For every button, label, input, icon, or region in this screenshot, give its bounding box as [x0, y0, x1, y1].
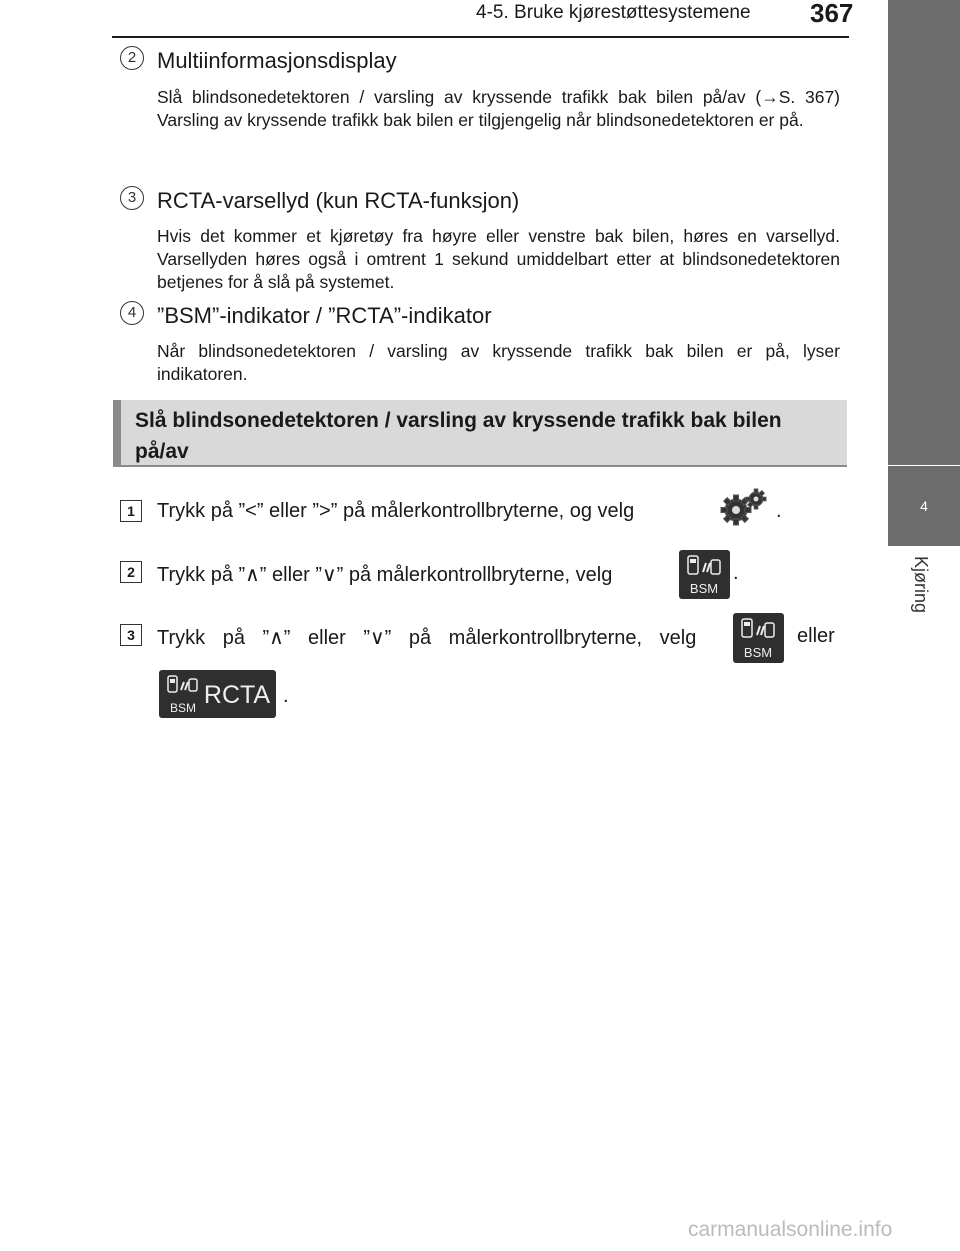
header-title: 4-5. Bruke kjørestøttesystemene	[476, 2, 751, 23]
step-suffix: .	[733, 562, 739, 584]
section-header	[113, 400, 847, 467]
step-text: Trykk på ”<” eller ”>” på målerkontrollbryterne, og velg	[157, 500, 635, 522]
step-or: eller	[797, 625, 835, 647]
item-body: Når blindsonedetektoren / varsling av kryssende trafikk bak bilen er på, lyser indikatoren.	[157, 341, 840, 384]
chapter-tab: 4	[888, 466, 960, 546]
settings-gear-icon	[718, 486, 772, 528]
step-number: 2	[120, 561, 142, 583]
watermark: carmanualsonline.info	[688, 1218, 893, 1241]
chapter-label: Kjøring	[911, 556, 931, 614]
rcta-label: RCTA	[203, 681, 271, 709]
chapter-sidebar	[888, 0, 960, 465]
step-suffix: .	[776, 500, 782, 522]
item-body: Hvis det kommer et kjøretøy fra høyre eller venstre bak bilen, høres en varsellyd. Varsellyden høres også i omtrent 1 sekund umiddelbart etter at blindsonedetektoren betjenes for å slå på systemet.	[157, 226, 840, 292]
item-number-badge: 4	[120, 301, 144, 325]
section-title: Slå blindsonedetektoren / varsling av kryssende trafikk bak bilen på/av	[135, 409, 782, 463]
step-number: 3	[120, 624, 142, 646]
bsm-icon	[679, 550, 730, 599]
item-title: RCTA-varsellyd (kun RCTA-funksjon)	[157, 188, 520, 213]
step-text: Trykk på ”∧” eller ”∨” på målerkontrollbryterne, velg	[157, 627, 697, 649]
bsm-label: BSM	[743, 645, 773, 660]
item-body: Slå blindsonedetektoren / varsling av kryssende trafikk bak bilen på/av (→S. 367) Varsling av kryssende trafikk bak bilen er tilgjengelig når blindsonedetektoren er på.	[157, 87, 840, 130]
header-rule	[112, 36, 849, 38]
bsm-icon	[733, 613, 784, 663]
step-suffix: .	[283, 685, 289, 707]
item-number-badge: 2	[120, 46, 144, 70]
step-text: Trykk på ”∧” eller ”∨” på målerkontrollbryterne, velg	[157, 564, 613, 586]
item-number-badge: 3	[120, 186, 144, 210]
page-number: 367	[810, 0, 854, 28]
item-title: ”BSM”-indikator / ”RCTA”-indikator	[157, 303, 492, 328]
bsm-label: BSM	[169, 701, 197, 715]
item-title: Multiinformasjonsdisplay	[157, 48, 397, 73]
bsm-label: BSM	[689, 581, 719, 596]
bsm-rcta-icon	[159, 670, 276, 718]
step-number: 1	[120, 500, 142, 522]
